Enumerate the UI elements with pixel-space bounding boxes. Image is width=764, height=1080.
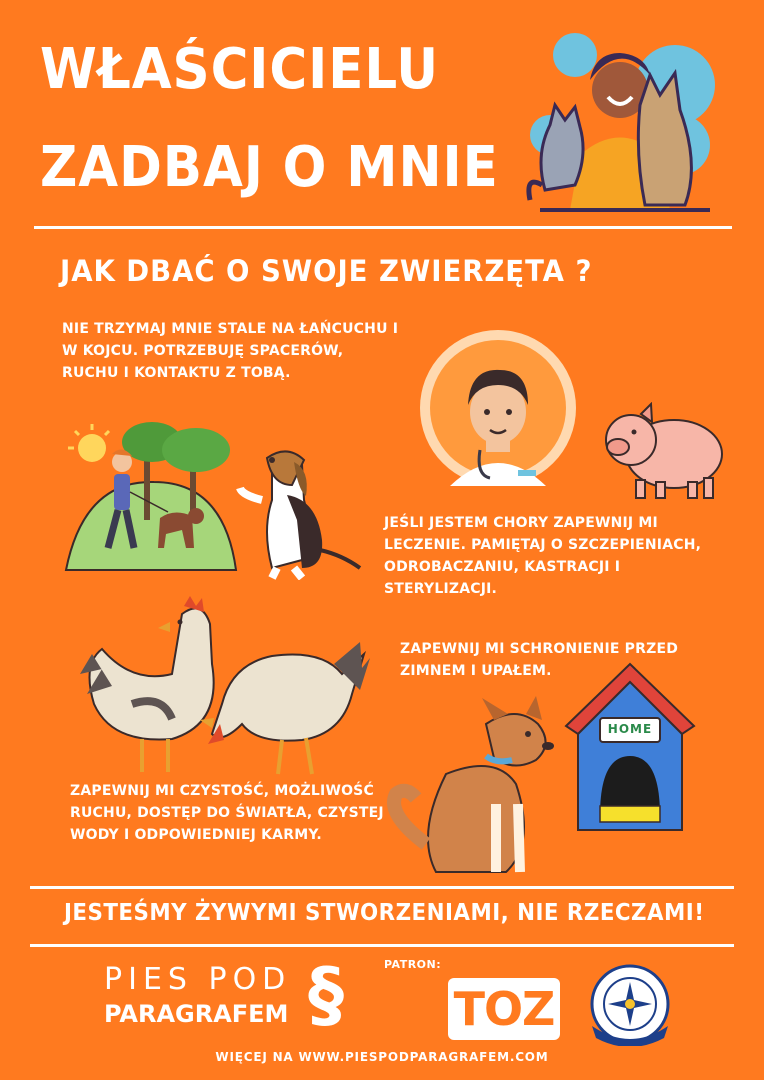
slogan: JESTEŚMY ŻYWYMI STWORZENIAMI, NIE RZECZAMI! (64, 900, 705, 926)
title-line-2: ZADBAJ O MNIE (40, 135, 499, 200)
walking-scene-illustration (64, 420, 240, 580)
tip-vet (384, 512, 701, 600)
sitting-dog-illustration (386, 694, 562, 880)
subtitle: JAK DBAĆ O SWOJE ZWIERZĘTA ? (60, 254, 593, 288)
tip-clean-line: WODY I ODPOWIEDNIEJ KARMY. (70, 827, 322, 843)
vet-illustration (420, 330, 576, 486)
tip-shelter-line: ZIMNEM I UPAŁEM. (400, 663, 552, 679)
tip-shelter-line: ZAPEWNIJ MI SCHRONIENIE PRZED (400, 641, 679, 657)
slogan-top-divider (30, 886, 734, 889)
owner-with-pets-illustration (520, 25, 720, 215)
tip-clean (70, 780, 384, 846)
website-link[interactable]: WIĘCEJ NA WWW.PIESPODPARAGRAFEM.COM (215, 1050, 549, 1064)
logo-text-line2: PARAGRAFEM (104, 1000, 289, 1028)
hens-illustration (72, 594, 372, 780)
doghouse-illustration (564, 660, 696, 836)
header-divider (34, 226, 732, 229)
toz-logo: TOZ (448, 978, 560, 1040)
slogan-bottom-divider (30, 944, 734, 947)
tip-vet-line: ODROBACZANIU, KASTRACJI I (384, 559, 621, 575)
tip-vet-line: STERYLIZACJI. (384, 581, 498, 597)
tip-walks-line: RUCHU I KONTAKTU Z TOBĄ. (62, 365, 291, 381)
logo-text-line1: PIES POD (104, 962, 292, 997)
toz-seal-logo (584, 964, 676, 1046)
tip-walks-line: NIE TRZYMAJ MNIE STALE NA ŁAŃCUCHU I (62, 321, 399, 337)
tip-clean-line: ZAPEWNIJ MI CZYSTOŚĆ, MOŻLIWOŚĆ (70, 783, 374, 799)
patron-label: PATRON: (384, 958, 442, 971)
tip-walks (62, 318, 398, 384)
pig-illustration (596, 402, 726, 502)
title-line-1: WŁAŚCICIELU (40, 37, 439, 102)
paragraph-sign-logo: § (308, 952, 344, 1036)
tip-vet-line: JEŚLI JESTEM CHORY ZAPEWNIJ MI (384, 515, 658, 531)
tip-vet-line: LECZENIE. PAMIĘTAJ O SZCZEPIENIACH, (384, 537, 702, 553)
tip-walks-line: W KOJCU. POTRZEBUJĘ SPACERÓW, (62, 343, 344, 359)
tip-clean-line: RUCHU, DOSTĘP DO ŚWIATŁA, CZYSTEJ (70, 805, 384, 821)
beagle-illustration (232, 440, 362, 580)
doghouse-sign-text: HOME (607, 722, 653, 736)
